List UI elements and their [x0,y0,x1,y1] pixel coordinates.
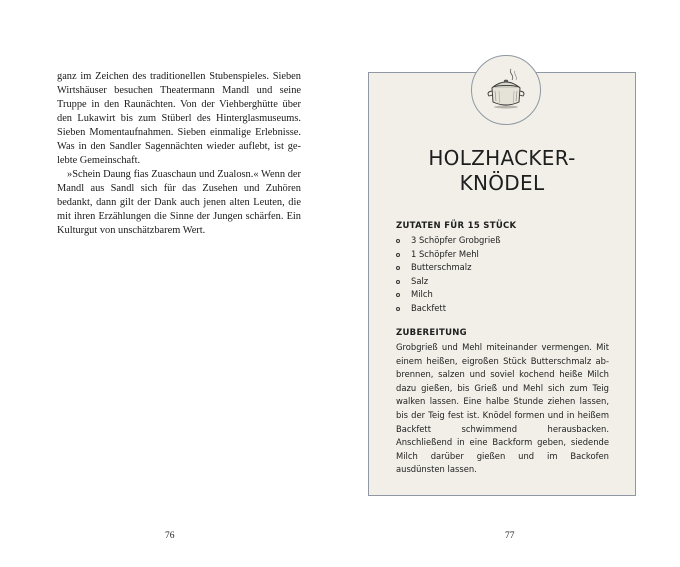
ingredient-item: Butterschmalz [396,261,501,275]
ingredient-item: Salz [396,275,501,289]
cooking-pot-icon [481,65,531,115]
ingredient-list [396,234,501,315]
page-number-left: 76 [165,531,175,541]
left-paragraph-2: »Schein Daung fias Zuaschaun und Zualosn.« Wenn der Mandl aus Sandl sich für das Zusehen und Zuhören bedankt, dann gilt der Dank auch jenen alten Leuten, die mit ihren Erzählungen die Sinne der Jungen schärfen. Ein Kulturgut von unschätzbarem Wert. [57,169,301,236]
preparation-heading: ZUBEREITUNG [396,328,467,338]
bullet-icon [396,253,400,257]
ingredient-item: 3 Schöpfer Grobgrieß [396,234,501,248]
ingredient-item: Milch [396,288,501,302]
recipe-icon-badge [471,55,541,125]
ingredients-heading: ZUTATEN FÜR 15 STÜCK [396,221,517,231]
page-number-right: 77 [505,531,515,541]
recipe-title [368,146,636,196]
bullet-icon [396,280,400,284]
preparation-text: Grobgrieß und Mehl miteinander vermengen. Mit einem heißen, eigroßen Stück Butterschmalz abbrennen, salzen und soviel kochend heiße Milch dazu gießen, bis Grieß und Mehl sich zum Teig walken lassen. Eine halbe Stunde ziehen lassen, bis der Teig fest ist. Knödel formen und in heißem Backfett schwimmend herausbacken. Anschließend in eine Backform geben, siedende Milch darüber gießen und im Backofen ausdünsten lassen. [396,342,609,475]
left-paragraph-1: ganz im Zeichen des traditionellen Stubenspieles. Sieben Wirtshäuser besuchen Theatermann Mandl und seine Truppe in den Raunächten. Von der Viehberghütte über den Lukawirt bis zum Stüberl des Hinterglasmuseums. Sieben Momentaufnahmen. Sieben einmalige Erlebnisse. Was in den Sandler Sagennächten wieder auflebt, ist gelebte Gemeinschaft. [57,71,301,166]
left-page-body [57,70,301,238]
bullet-icon [396,307,400,311]
bullet-icon [396,293,400,297]
bullet-icon [396,266,400,270]
recipe-title-line-2: KNÖDEL [459,171,545,195]
ingredient-item: 1 Schöpfer Mehl [396,248,501,262]
bullet-icon [396,239,400,243]
ingredient-item: Backfett [396,302,501,316]
recipe-title-line-1: HOLZHACKER- [428,146,576,170]
